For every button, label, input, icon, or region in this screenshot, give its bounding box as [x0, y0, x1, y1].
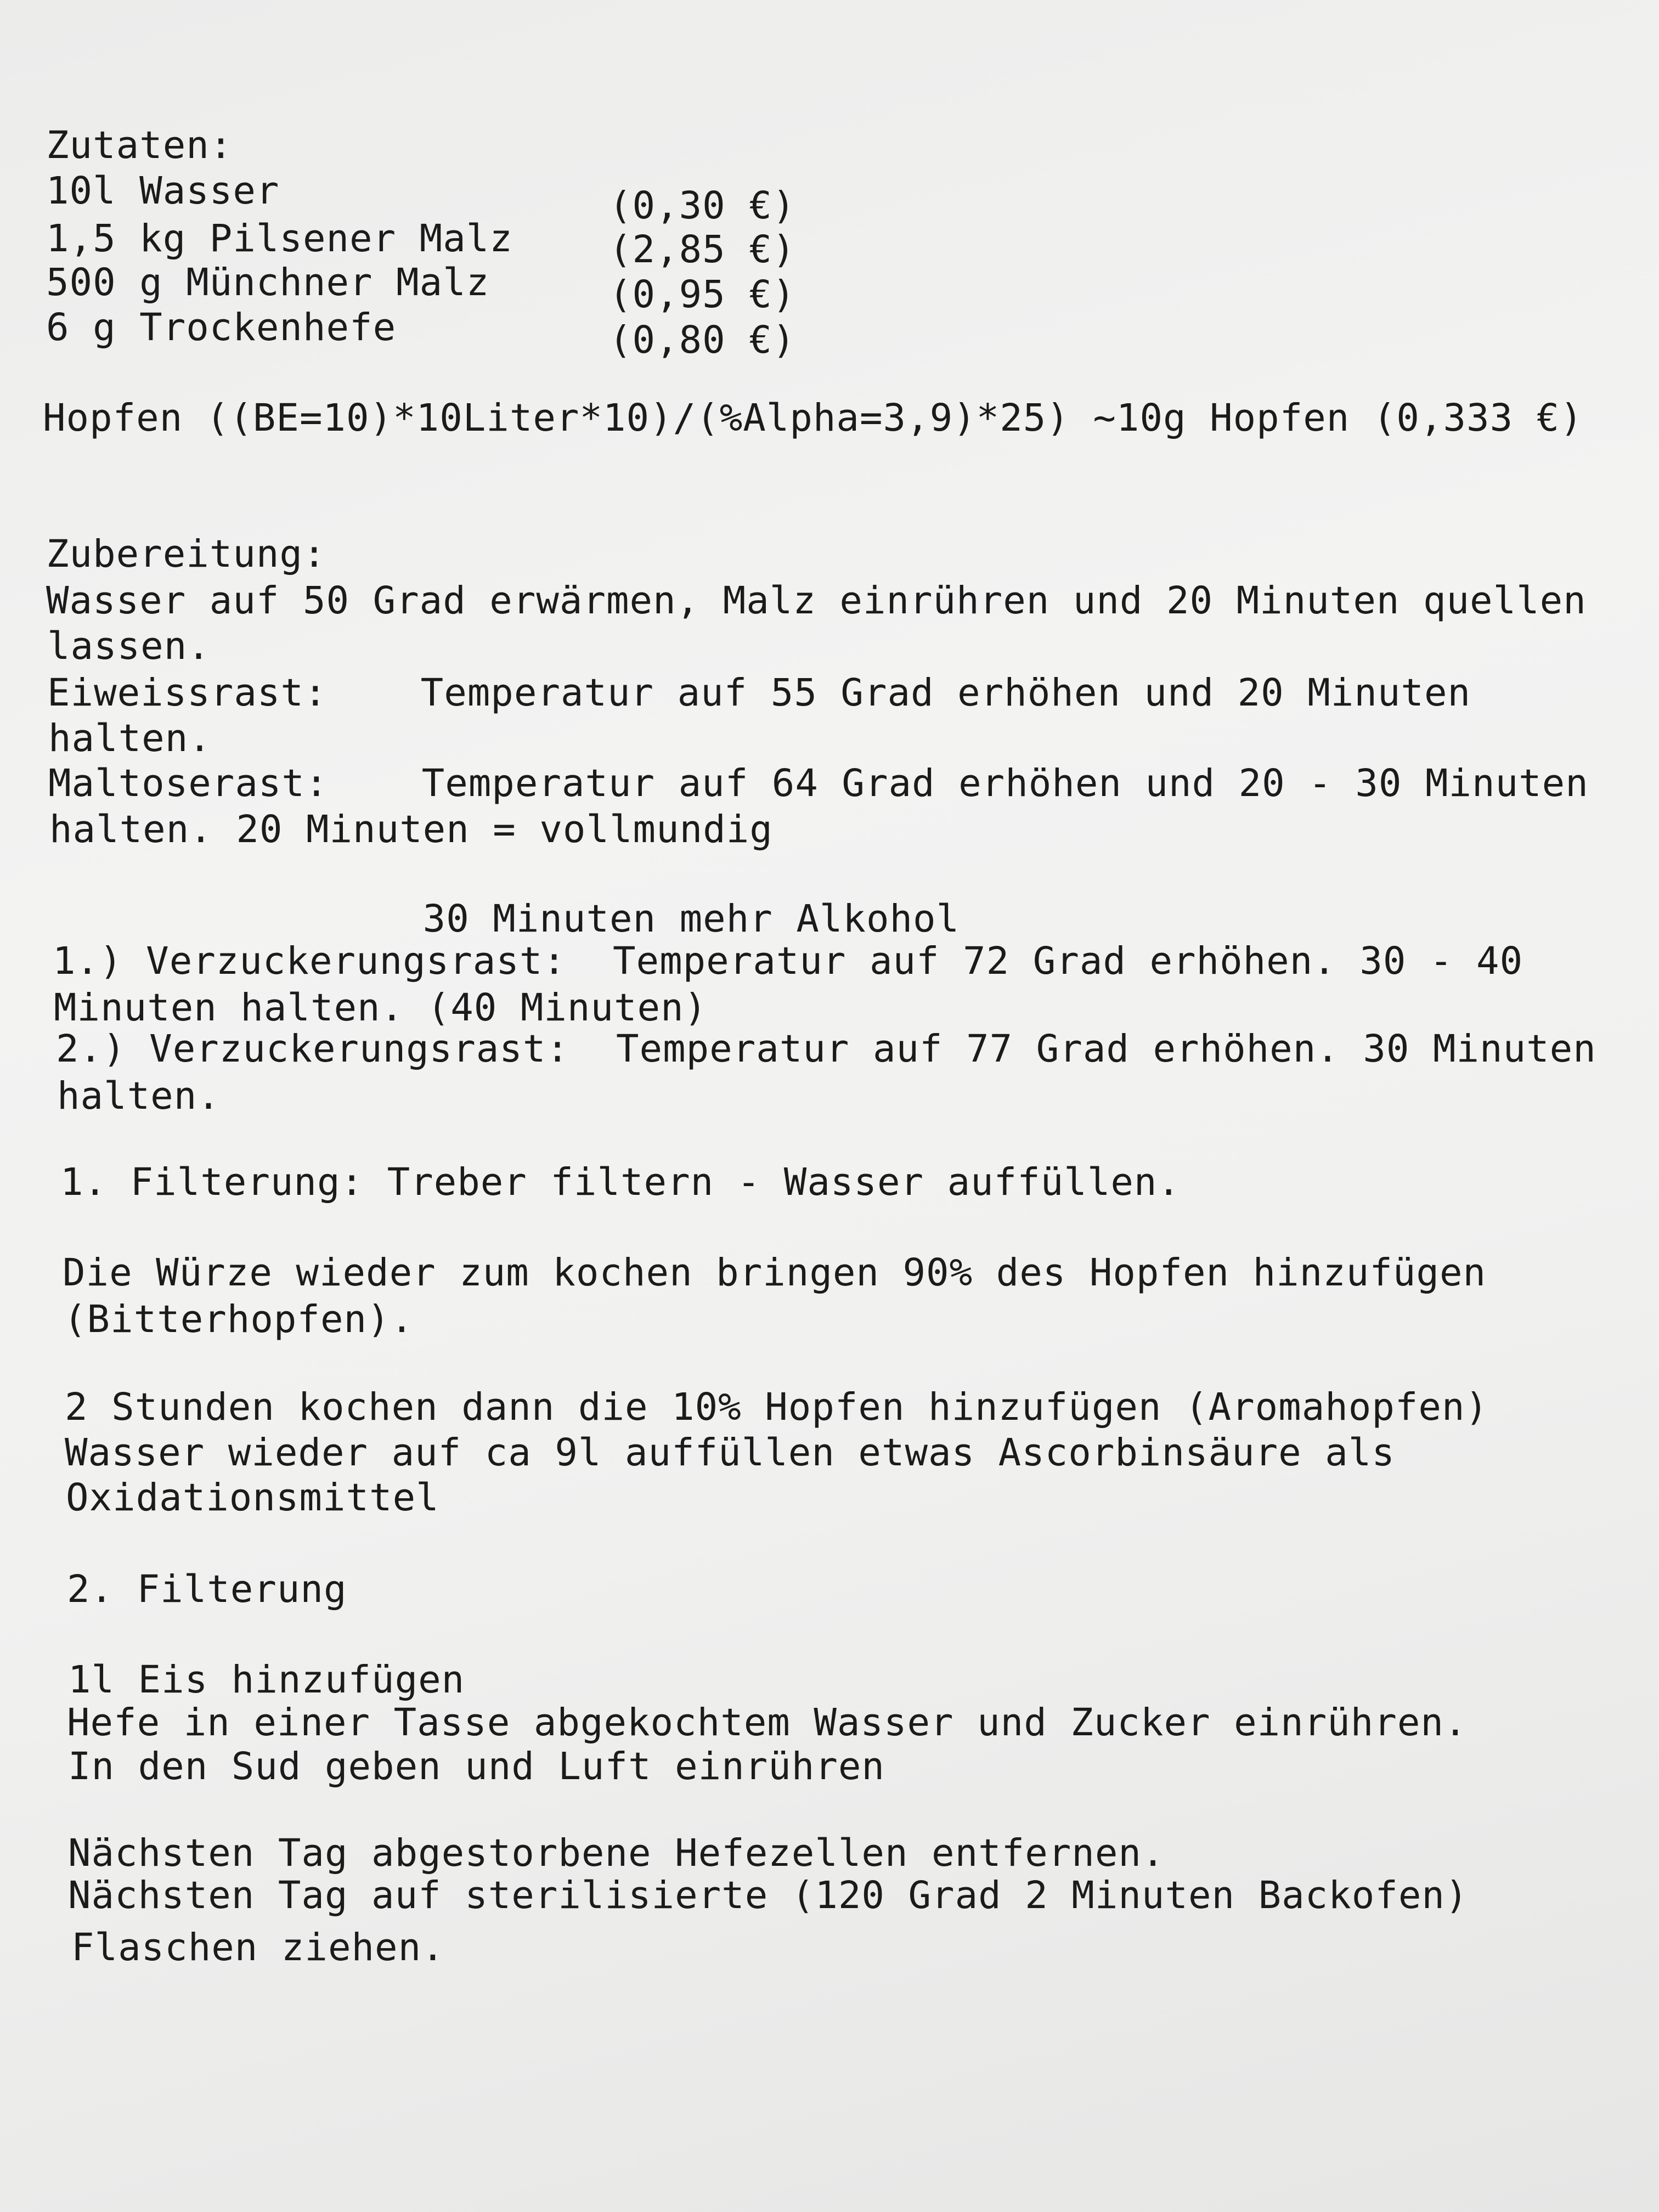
- preparation-line: 1.) Verzuckerungsrast: Temperatur auf 72 Grad erhöhen. 30 - 40: [53, 939, 1523, 983]
- preparation-line: In den Sud geben und Luft einrühren: [68, 1745, 885, 1788]
- preparation-line: 2 Stunden kochen dann die 10% Hopfen hinzufügen (Aromahopfen): [65, 1385, 1489, 1429]
- preparation-line: 2.) Verzuckerungsrast: Temperatur auf 77 Grad erhöhen. 30 Minuten: [56, 1027, 1596, 1071]
- preparation-line: (Bitterhopfen).: [64, 1297, 414, 1341]
- preparation-line: 30 Minuten mehr Alkohol: [49, 897, 960, 941]
- preparation-line: Oxidationsmittel: [66, 1476, 439, 1520]
- preparation-line: lassen.: [47, 624, 211, 668]
- ingredient-name: 6 g Trockenhefe: [46, 306, 397, 349]
- hops-formula: Hopfen ((BE=10)*10Liter*10)/(%Alpha=3,9)*25) ~10g Hopfen (0,333 €): [43, 396, 1583, 440]
- ingredient-name: 10l Wasser: [46, 169, 280, 213]
- ingredients-heading: Zutaten:: [46, 123, 233, 167]
- preparation-line: 1l Eis hinzufügen: [68, 1658, 465, 1702]
- preparation-line: halten.: [57, 1074, 221, 1118]
- ingredient-name: 1,5 kg Pilsener Malz: [46, 217, 513, 261]
- ingredient-price: (0,30 €): [609, 184, 796, 228]
- preparation-line: Nächsten Tag auf sterilisierte (120 Grad 2 Minuten Backofen): [68, 1874, 1469, 1917]
- ingredient-price: (2,85 €): [609, 228, 796, 272]
- ingredient-price: (0,80 €): [609, 318, 796, 362]
- preparation-line: halten. 20 Minuten = vollmundig: [49, 808, 773, 851]
- ingredient-price: (0,95 €): [609, 273, 796, 317]
- preparation-line: Nächsten Tag abgestorbene Hefezellen entfernen.: [68, 1831, 1165, 1875]
- preparation-line: Hefe in einer Tasse abgekochtem Wasser und Zucker einrühren.: [67, 1701, 1468, 1745]
- preparation-line: halten.: [48, 716, 212, 760]
- preparation-line: Maltoserast: Temperatur auf 64 Grad erhöhen und 20 - 30 Minuten: [48, 761, 1589, 805]
- preparation-line: Flaschen ziehen.: [71, 1926, 445, 1970]
- preparation-line: Minuten halten. (40 Minuten): [54, 986, 708, 1030]
- preparation-line: 2. Filterung: [67, 1567, 347, 1611]
- preparation-line: 1. Filterung: Treber filtern - Wasser auffüllen.: [60, 1160, 1181, 1204]
- preparation-heading: Zubereitung:: [46, 532, 326, 576]
- preparation-line: Die Würze wieder zum kochen bringen 90% des Hopfen hinzufügen: [63, 1251, 1487, 1295]
- preparation-line: Wasser wieder auf ca 9l auffüllen etwas Ascorbinsäure als: [65, 1431, 1395, 1475]
- preparation-line: Eiweissrast: Temperatur auf 55 Grad erhöhen und 20 Minuten: [47, 671, 1471, 715]
- ingredient-name: 500 g Münchner Malz: [46, 261, 490, 304]
- preparation-line: Wasser auf 50 Grad erwärmen, Malz einrühren und 20 Minuten quellen: [46, 579, 1587, 623]
